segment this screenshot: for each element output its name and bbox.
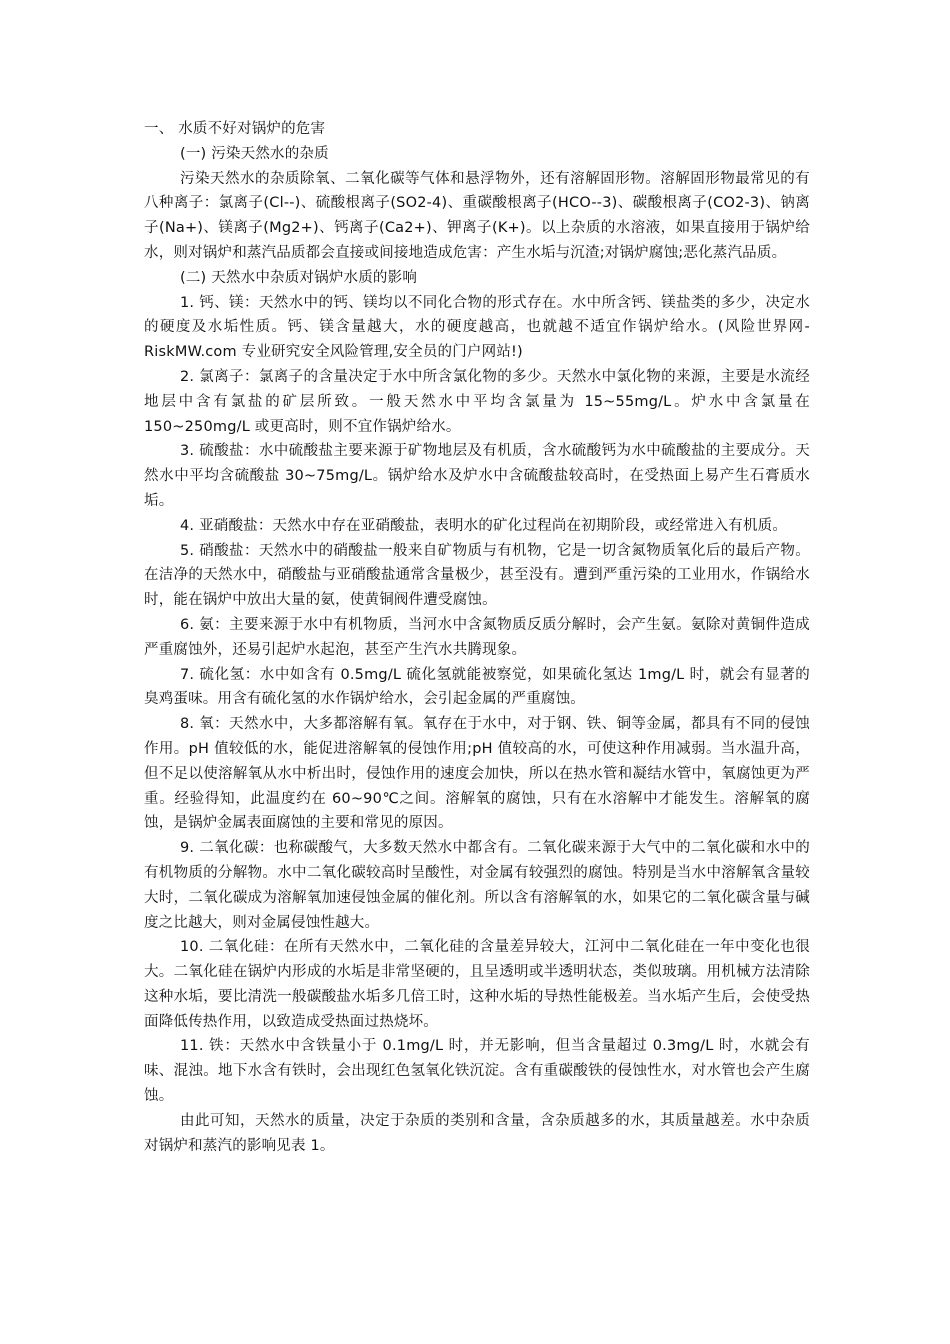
- impurity-item-iron: 11. 铁：天然水中含铁量小于 0.1mg/L 时，并无影响，但当含量超过 0.3mg/L 时，水就会有味、混浊。地下水含有铁时，会出现红色氢氧化铁沉淀。含有重碳酸铁的侵蚀性水，对水管也会产生腐蚀。: [144, 1038, 810, 1105]
- impurity-item-nitrate: 5. 硝酸盐：天然水中的硝酸盐一般来自矿物质与有机物，它是一切含氮物质氧化后的最后产物。在洁净的天然水中，硝酸盐与亚硝酸盐通常含量极少，甚至没有。遭到严重污染的工业用水，作锅给水时，能在锅炉中放出大量的氨，使黄铜阀件遭受腐蚀。: [144, 542, 810, 609]
- impurity-item-carbon-dioxide: 9. 二氧化碳：也称碳酸气，大多数天然水中都含有。二氧化碳来源于大气中的二氧化碳和水中的有机物质的分解物。水中二氧化碳较高时呈酸性，对金属有较强烈的腐蚀。特别是当水中溶解氧含量较大时，二氧化碳成为溶解氧加速侵蚀金属的催化剂。所以含有溶解氧的水，如果它的二氧化碳含量与碱度之比越大，则对金属侵蚀性越大。: [144, 840, 810, 931]
- section-1-paragraph: 污染天然水的杂质除氧、二氧化碳等气体和悬浮物外，还有溶解固形物。溶解固形物最常见的有八种离子：氯离子(Cl--)、硫酸根离子(SO2-4)、重碳酸根离子(HCO--3)、碳酸根离子(CO2-3)、钠离子(Na+)、镁离子(Mg2+)、钙离子(Ca2+)、钾离子(K+)。以上杂质的水溶液，如果直接用于锅炉给水，则对锅炉和蒸汽品质都会直接或间接地造成危害：产生水垢与沉渣;对锅炉腐蚀;恶化蒸汽品质。: [144, 170, 810, 261]
- conclusion-paragraph: 由此可知，天然水的质量，决定于杂质的类别和含量，含杂质越多的水，其质量越差。水中杂质对锅炉和蒸汽的影响见表 1。: [144, 1112, 810, 1154]
- main-heading: 一、 水质不好对锅炉的危害: [144, 121, 326, 137]
- impurity-item-silica: 10. 二氧化硅：在所有天然水中，二氧化硅的含量差异较大，江河中二氧化硅在一年中变化也很大。二氧化硅在锅炉内形成的水垢是非常坚硬的，且呈透明或半透明状态，类似玻璃。用机械方法清除这种水垢，要比清洗一般碳酸盐水垢多几倍工时，这种水垢的导热性能极差。当水垢产生后，会使受热面降低传热作用，以致造成受热面过热烧坏。: [144, 939, 810, 1030]
- impurity-item-hydrogen-sulfide: 7. 硫化氢：水中如含有 0.5mg/L 硫化氢就能被察觉，如果硫化氢达 1mg/L 时，就会有显著的臭鸡蛋味。用含有硫化氢的水作锅炉给水，会引起金属的严重腐蚀。: [144, 666, 810, 708]
- section-1-title: (一) 污染天然水的杂质: [180, 145, 329, 162]
- impurity-item-sulfate: 3. 硫酸盐：水中硫酸盐主要来源于矿物地层及有机质，含水硫酸钙为水中硫酸盐的主要成分。天然水中平均含硫酸盐 30~75mg/L。锅炉给水及炉水中含硫酸盐较高时，在受热面上易产生石膏质水垢。: [144, 443, 810, 509]
- section-2-title: (二) 天然水中杂质对锅炉水质的影响: [180, 269, 418, 286]
- impurity-item-chloride: 2. 氯离子：氯离子的含量决定于水中所含氯化物的多少。天然水中氯化物的来源，主要是水流经地层中含有氯盐的矿层所致。一般天然水中平均含氯量为 15~55mg/L。炉水中含氯量在 150~250mg/L 或更高时，则不宜作锅炉给水。: [144, 368, 810, 435]
- impurity-item-nitrite: 4. 亚硝酸盐：天然水中存在亚硝酸盐，表明水的矿化过程尚在初期阶段，或经常进入有机质。: [180, 517, 788, 534]
- impurity-item-calcium-magnesium: 1. 钙、镁：天然水中的钙、镁均以不同化合物的形式存在。水中所含钙、镁盐类的多少，决定水的硬度及水垢性质。钙、镁含量越大，水的硬度越高，也就越不适宜作锅炉给水。(风险世界网-RiskMW.com 专业研究安全风险管理,安全员的门户网站!): [144, 294, 810, 361]
- document-body: [144, 117, 810, 1158]
- impurity-item-ammonia: 6. 氨：主要来源于水中有机物质，当河水中含氮物质反质分解时，会产生氨。氨除对黄铜件造成严重腐蚀外，还易引起炉水起泡，甚至产生汽水共腾现象。: [144, 616, 810, 658]
- impurity-item-oxygen: 8. 氧：天然水中，大多都溶解有氧。氧存在于水中，对于钢、铁、铜等金属，都具有不同的侵蚀作用。pH 值较低的水，能促进溶解氧的侵蚀作用;pH 值较高的水，可使这种作用减弱。当水温升高，但不足以使溶解氧从水中析出时，侵蚀作用的速度会加快，所以在热水管和凝结水管中，氧腐蚀更为严重。经验得知，此温度约在 60~90℃之间。溶解氧的腐蚀，只有在水溶解中才能发生。溶解氧的腐蚀，是锅炉金属表面腐蚀的主要和常见的原因。: [144, 716, 810, 832]
